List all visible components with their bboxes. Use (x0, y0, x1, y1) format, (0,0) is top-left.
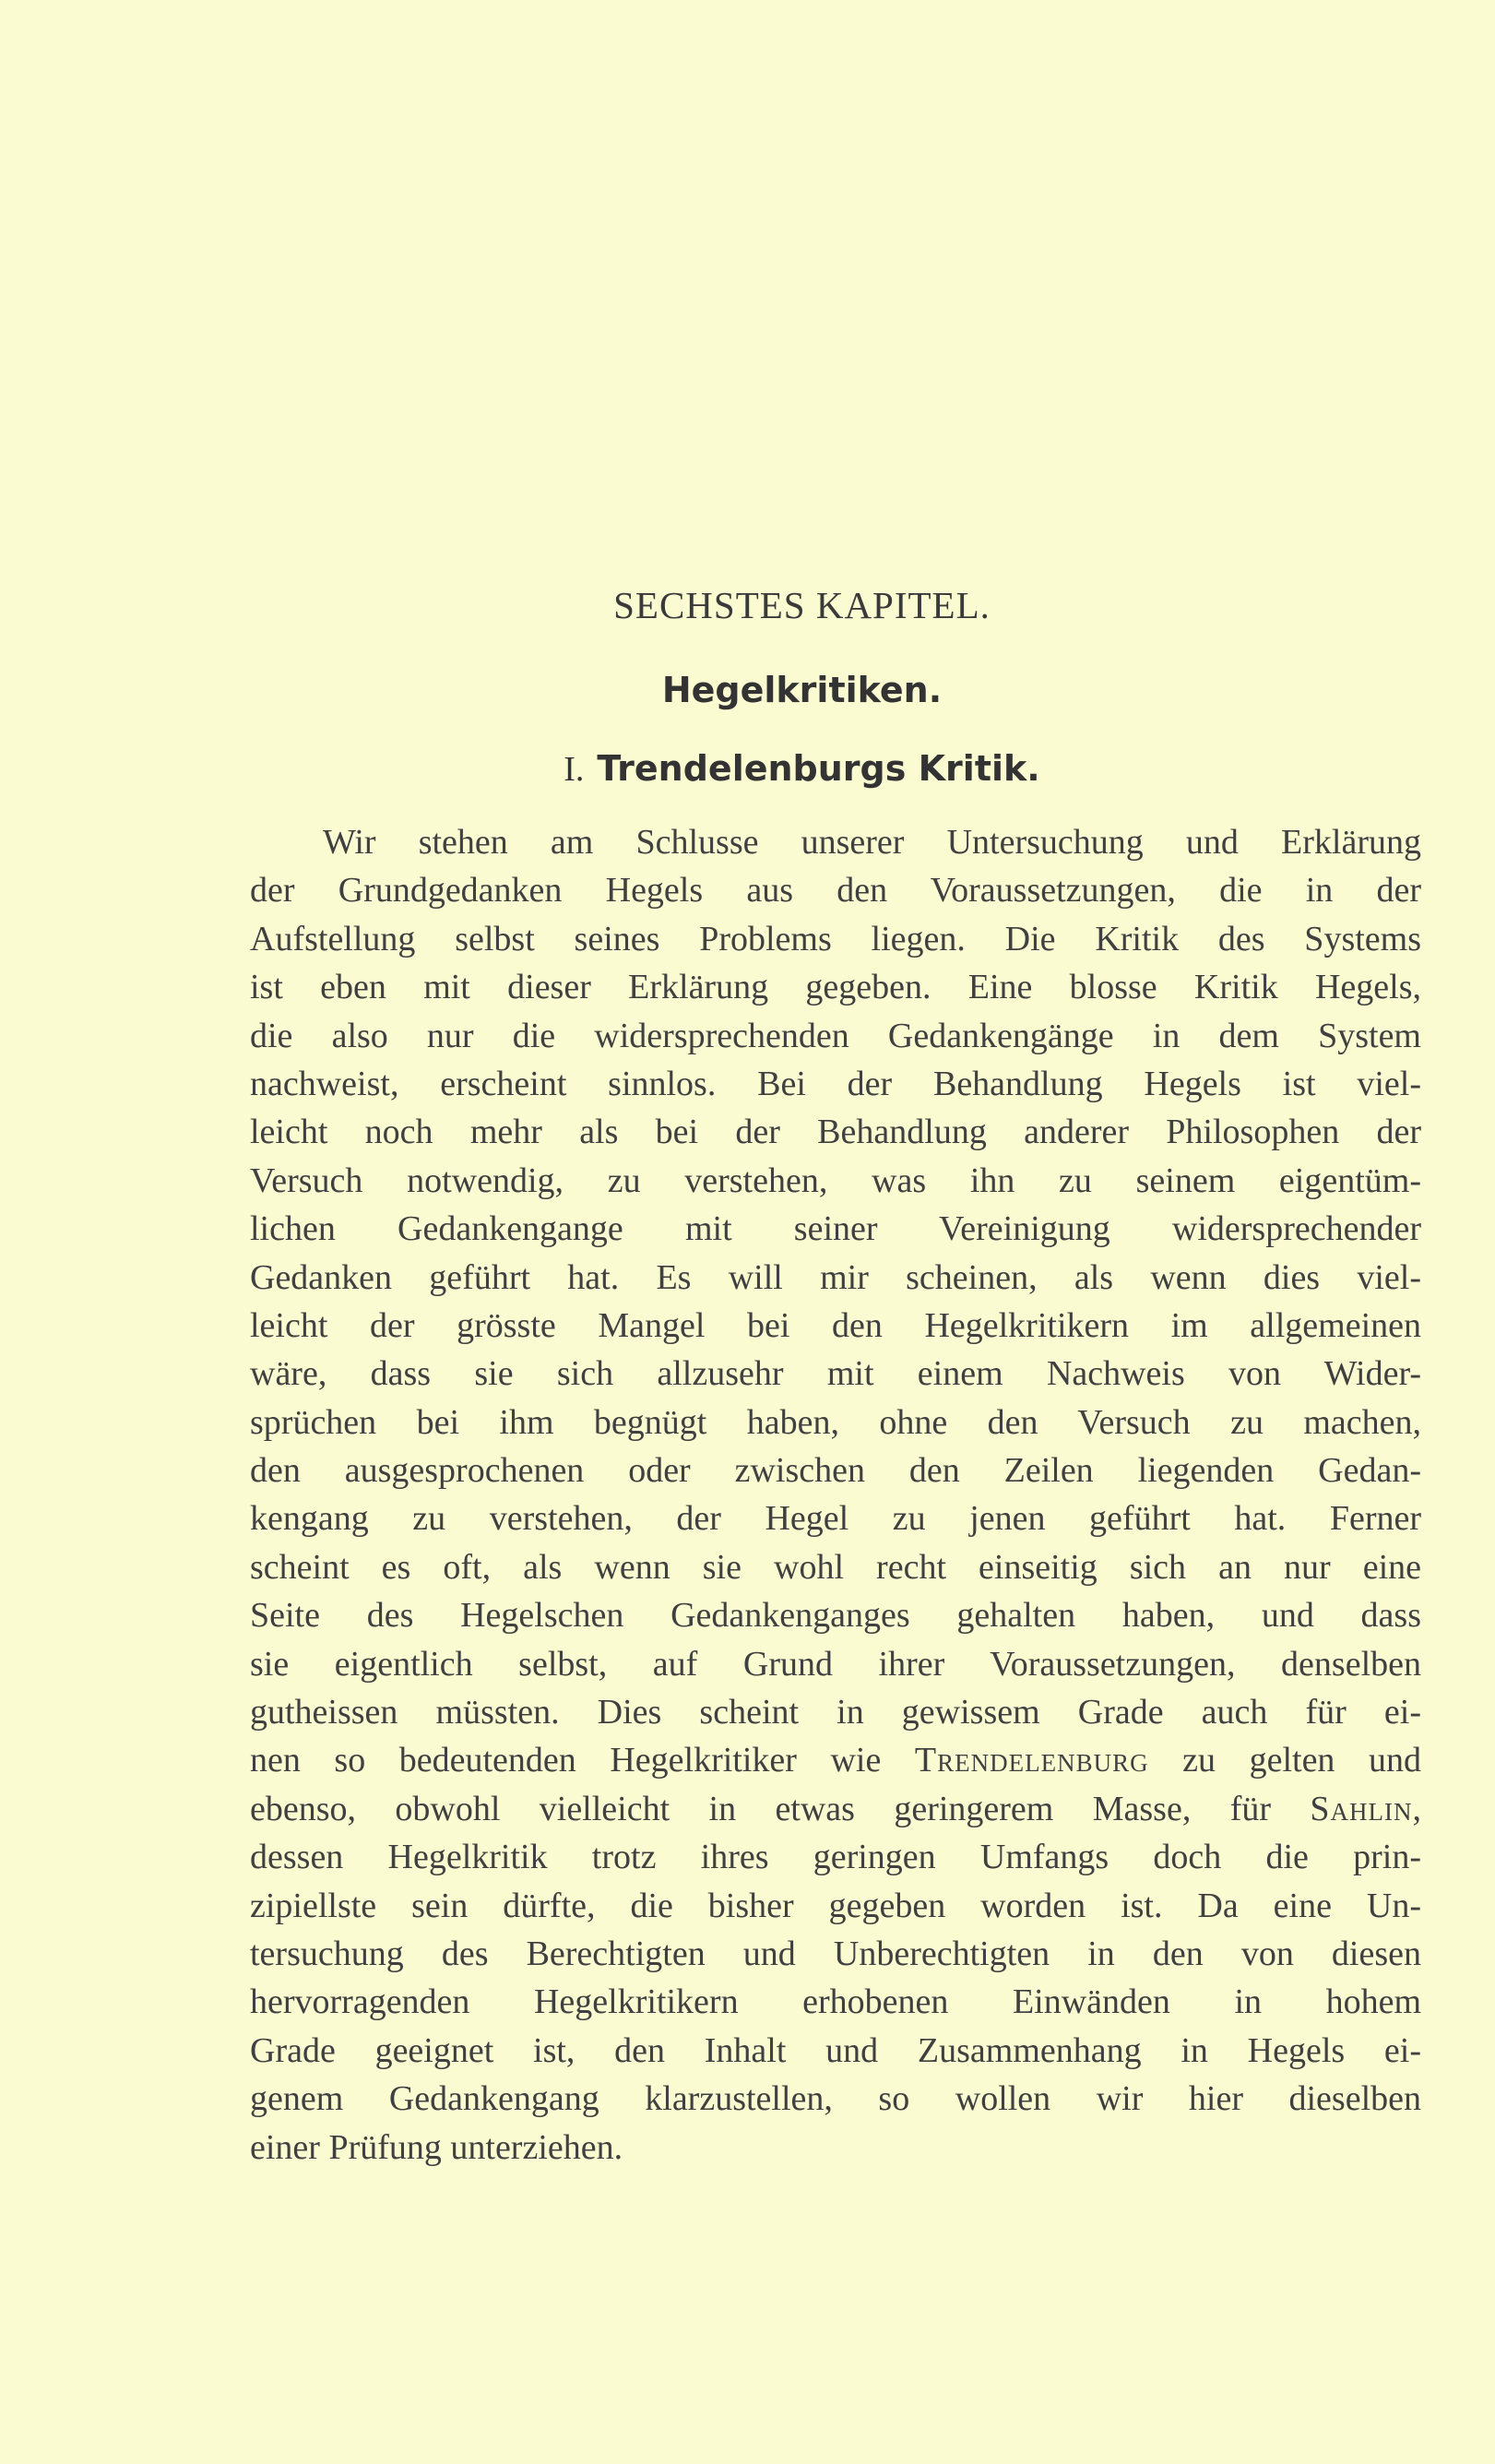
paragraph-line: leicht noch mehr als bei der Behandlung anderer Philosophen der (250, 1113, 1421, 1152)
chapter-heading-text: SECHSTES KAPITEL. (613, 584, 991, 626)
paragraph-line: den ausgesprochenen oder zwischen den Zeilen liegenden Gedan- (250, 1451, 1421, 1491)
paragraph-line: leicht der grösste Mangel bei den Hegelkritikern im allgemeinen (250, 1305, 1421, 1345)
paragraph-line: ist eben mit dieser Erklärung gegeben. Eine blosse Kritik Hegels, (250, 968, 1421, 1007)
author-name-sahlin: Sahlin (1310, 1789, 1413, 1828)
paragraph-line (250, 1736, 1421, 1784)
paragraph-line: Seite des Hegelschen Gedankenganges gehalten haben, und dass (250, 1596, 1421, 1636)
author-name-trendelenburg: Trendelenburg (914, 1741, 1149, 1780)
paragraph-line: der Grundgedanken Hegels aus den Voraussetzungen, die in der (250, 871, 1421, 911)
paragraph-line: dessen Hegelkritik trotz ihres geringen Umfangs doch die prin- (250, 1838, 1421, 1877)
chapter-heading (0, 583, 1495, 627)
paragraph-line: Versuch notwendig, zu verstehen, was ihn zu seinem eigentüm- (250, 1161, 1421, 1200)
paragraph-line: zipiellste sein dürfte, die bisher gegeben worden ist. Da eine Un- (250, 1886, 1421, 1925)
line-text: nen so bedeutenden Hegelkritiker wie (250, 1741, 915, 1780)
paragraph-line: scheint es oft, als wenn sie wohl recht einseitig sich an nur eine (250, 1547, 1421, 1587)
paragraph-line: hervorragenden Hegelkritikern erhobenen Einwänden in hohem (250, 1982, 1421, 2022)
body-paragraph (250, 818, 1421, 2172)
section-heading (0, 748, 1495, 790)
paragraph-line: die also nur die widersprechenden Gedankengänge in dem System (250, 1016, 1421, 1055)
paragraph-line: tersuchung des Berechtigten und Unberechtigten in den von diesen (250, 1934, 1421, 1973)
paragraph-line: sie eigentlich selbst, auf Grund ihrer Voraussetzungen, denselben (250, 1644, 1421, 1684)
chapter-title-text: Hegelkritiken. (661, 670, 943, 710)
paragraph-line: wäre, dass sie sich allzusehr mit einem Nachweis von Wider- (250, 1354, 1421, 1394)
paragraph-line: einer Prüfung unterziehen. (250, 2127, 623, 2167)
paragraph-line (250, 1785, 1421, 1833)
paragraph-line: genem Gedankengang klarzustellen, so wollen wir hier dieselben (250, 2079, 1421, 2119)
paragraph-line: gutheissen müssten. Dies scheint in gewissem Grade auch für ei- (250, 1693, 1421, 1732)
chapter-title (0, 670, 1495, 710)
paragraph-line: sprüchen bei ihm begnügt haben, ohne den Versuch zu machen, (250, 1402, 1421, 1442)
paragraph-line: Aufstellung selbst seines Problems liegen. Die Kritik des Systems (250, 919, 1421, 958)
paragraph-line: kengang zu verstehen, der Hegel zu jenen geführt hat. Ferner (250, 1499, 1421, 1539)
section-number: I. (564, 750, 585, 789)
paragraph-line: lichen Gedankengange mit seiner Vereinigung widersprechender (250, 1209, 1421, 1249)
line-text: zu gelten und (1148, 1741, 1421, 1780)
section-title: Trendelenburgs Kritik. (597, 748, 1040, 789)
line-text: , (1412, 1789, 1421, 1828)
paragraph-line: Wir stehen am Schlusse unserer Untersuchung und Erklärung (323, 823, 1421, 862)
paragraph-line: Grade geeignet ist, den Inhalt und Zusammenhang in Hegels ei- (250, 2030, 1421, 2070)
paragraph-line: nachweist, erscheint sinnlos. Bei der Behandlung Hegels ist viel- (250, 1064, 1421, 1103)
line-text: ebenso, obwohl vielleicht in etwas geringerem Masse, für (250, 1789, 1311, 1828)
paragraph-line: Gedanken geführt hat. Es will mir scheinen, als wenn dies viel- (250, 1257, 1421, 1297)
